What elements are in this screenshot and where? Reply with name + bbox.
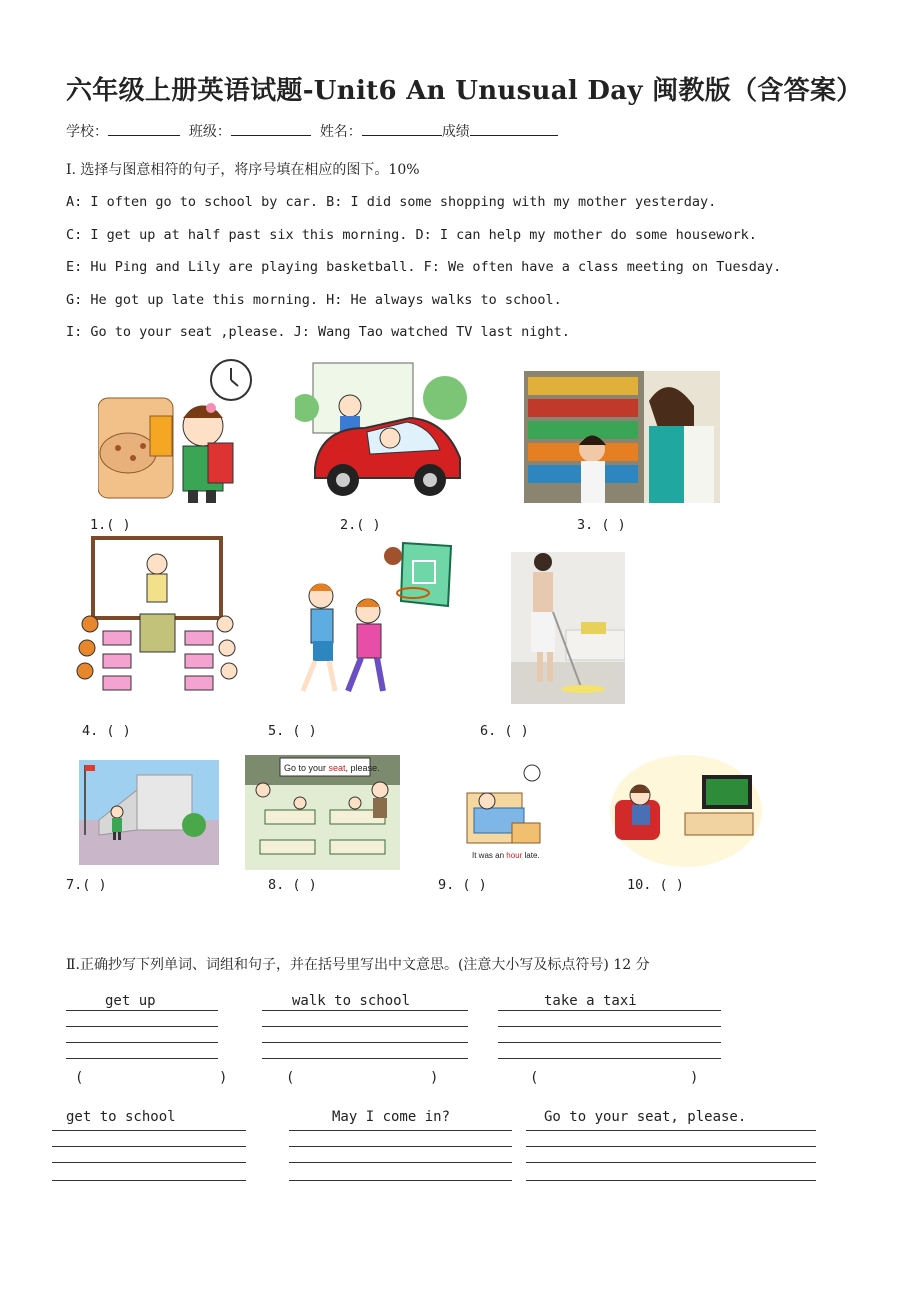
copy-line[interactable] (498, 1058, 721, 1059)
copy-line[interactable] (262, 1010, 468, 1011)
paren-close: ) (430, 1070, 439, 1086)
answer-1[interactable]: 1.( ) (90, 517, 131, 533)
paren-close: ) (219, 1070, 228, 1086)
picture-car (295, 358, 467, 503)
name-field[interactable] (362, 121, 442, 136)
picture-got-up-late (462, 763, 544, 867)
answer-6[interactable]: 6. ( ) (480, 723, 529, 739)
answer-8[interactable]: 8. ( ) (268, 877, 317, 893)
copy-line[interactable] (52, 1162, 246, 1163)
copy-word: walk to school (292, 993, 411, 1009)
copy-line[interactable] (262, 1042, 468, 1043)
copy-word: take a taxi (544, 993, 637, 1009)
picture-housework (511, 552, 625, 704)
name-label: 姓名： (319, 124, 362, 140)
copy-line[interactable] (526, 1146, 816, 1147)
copy-line[interactable] (526, 1180, 816, 1181)
copy-line[interactable] (52, 1146, 246, 1147)
paren-open: ( (286, 1070, 295, 1086)
copy-line[interactable] (66, 1026, 218, 1027)
class-label: 班级： (188, 124, 231, 140)
answer-7[interactable]: 7.( ) (66, 877, 107, 893)
picture-watching-tv (610, 755, 762, 868)
answer-3[interactable]: 3. ( ) (577, 517, 626, 533)
late-caption-prefix: It was an (472, 851, 507, 860)
picture-basketball (283, 541, 455, 705)
copy-word: May I come in? (332, 1109, 451, 1125)
option-line: E: Hu Ping and Lily are playing basketball. F: We often have a class meeting on Tuesday. (66, 259, 782, 275)
option-line: G: He got up late this morning. H: He always walks to school. (66, 292, 562, 308)
option-line: C: I get up at half past six this morning. D: I can help my mother do some housework. (66, 227, 757, 243)
copy-word: Go to your seat, please. (544, 1109, 747, 1125)
copy-line[interactable] (498, 1010, 721, 1011)
option-line: A: I often go to school by car. B: I did some shopping with my mother yesterday. (66, 194, 717, 210)
answer-9[interactable]: 9. ( ) (438, 877, 487, 893)
section1-heading: Ⅰ. 选择与图意相符的句子，将序号填在相应的图下。10% (66, 162, 420, 178)
copy-line[interactable] (289, 1180, 512, 1181)
copy-line[interactable] (289, 1146, 512, 1147)
copy-line[interactable] (52, 1180, 246, 1181)
picture-getting-up (98, 358, 253, 503)
score-label: 成绩 (441, 124, 470, 140)
page-title: 六年级上册英语试题-Unit6 An Unusual Day 闽教版（含答案） (66, 76, 863, 106)
answer-5[interactable]: 5. ( ) (268, 723, 317, 739)
late-caption (472, 851, 540, 860)
picture-class-meeting (75, 536, 240, 698)
section2-heading: Ⅱ.正确抄写下列单词、词组和句子，并在括号里写出中文意思。(注意大小写及标点符号) 12 分 (66, 957, 650, 973)
copy-line[interactable] (289, 1130, 512, 1131)
answer-10[interactable]: 10. ( ) (627, 877, 684, 893)
copy-line[interactable] (66, 1058, 218, 1059)
late-caption-suffix: late. (522, 851, 540, 860)
school-field[interactable] (108, 121, 180, 136)
paren-open: ( (75, 1070, 84, 1086)
svg-text:Go to your seat, please.: Go to your seat, please. (284, 763, 380, 773)
answer-4[interactable]: 4. ( ) (82, 723, 131, 739)
option-line: I: Go to your seat ,please. J: Wang Tao watched TV last night. (66, 324, 570, 340)
copy-word: get up (105, 993, 156, 1009)
copy-line[interactable] (262, 1058, 468, 1059)
copy-line[interactable] (526, 1162, 816, 1163)
late-caption-hour: hour (506, 851, 523, 860)
copy-line[interactable] (66, 1010, 218, 1011)
class-field[interactable] (231, 121, 311, 136)
student-info (66, 121, 558, 141)
copy-line[interactable] (262, 1026, 468, 1027)
picture-shopping (524, 371, 720, 503)
copy-line[interactable] (498, 1026, 721, 1027)
picture-walk-to-school (79, 760, 219, 865)
copy-line[interactable] (498, 1042, 721, 1043)
copy-line[interactable] (52, 1130, 246, 1131)
paren-open: ( (530, 1070, 539, 1086)
answer-2[interactable]: 2.( ) (340, 517, 381, 533)
paren-close: ) (690, 1070, 699, 1086)
copy-line[interactable] (526, 1130, 816, 1131)
copy-word: get to school (66, 1109, 176, 1125)
score-field[interactable] (470, 121, 558, 136)
copy-line[interactable] (289, 1162, 512, 1163)
school-label: 学校： (66, 124, 108, 140)
picture-go-to-seat (245, 755, 400, 870)
copy-line[interactable] (66, 1042, 218, 1043)
